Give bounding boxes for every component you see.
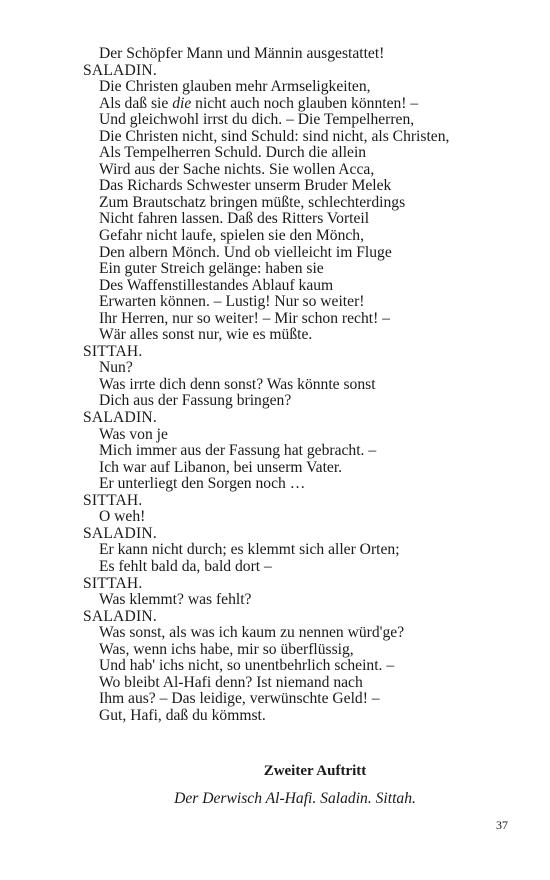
verse-fragment: Als daß sie xyxy=(99,94,173,112)
verse-line: Was, wenn ichs habe, mir so überflüssig, xyxy=(99,640,354,658)
verse-line: Wär alles sonst nur, wie es müßte. xyxy=(99,326,313,344)
verse-line: Mich immer aus der Fassung hat gebracht. – xyxy=(99,442,377,460)
verse-line: Und gleichwohl irrst du dich. – Die Tempelherren, xyxy=(99,111,415,129)
verse-fragment: nicht auch noch glauben könnten! – xyxy=(191,94,419,112)
verse-line: Als Tempelherren Schuld. Durch die allein xyxy=(99,144,367,162)
speaker-name: SALADIN. xyxy=(83,607,157,625)
page-number: 37 xyxy=(496,818,508,832)
verse-line xyxy=(83,96,503,113)
verse-line: Erwarten können. – Lustig! Nur so weiter! xyxy=(99,293,365,311)
verse-line: Zum Brautschatz bringen müßte, schlechterdings xyxy=(99,193,406,211)
verse-line: Die Christen nicht, sind Schuld: sind nicht, als Christen, xyxy=(99,127,450,145)
verse-line: Ihr Herren, nur so weiter! – Mir schon recht! – xyxy=(99,309,390,327)
verse-line: Dich aus der Fassung bringen? xyxy=(99,392,292,410)
verse-line: Wird aus der Sache nichts. Sie wollen Acca, xyxy=(99,160,375,178)
speaker-name: SITTAH. xyxy=(83,574,143,592)
verse-line: Nun? xyxy=(99,359,133,377)
dialogue-text xyxy=(83,46,503,724)
verse-line: Was von je xyxy=(99,425,168,443)
verse-line: Das Richards Schwester unserm Bruder Melek xyxy=(99,177,392,195)
speaker-name: SITTAH. xyxy=(83,342,143,360)
verse-line: Was klemmt? was fehlt? xyxy=(99,591,252,609)
verse-line: Gut, Hafi, daß du kömmst. xyxy=(99,706,266,724)
verse-line: Nicht fahren lassen. Daß des Ritters Vorteil xyxy=(99,210,370,228)
emphasized-word: die xyxy=(172,94,192,112)
verse-line: Was sonst, als was ich kaum zu nennen würd'ge? xyxy=(99,624,405,642)
scene-persons: Der Derwisch Al-Hafi. Saladin. Sittah. xyxy=(174,790,416,807)
verse-line: Was irrte dich denn sonst? Was könnte sonst xyxy=(99,375,376,393)
verse-line: Des Waffenstillestandes Ablauf kaum xyxy=(99,276,334,294)
speaker-name: SALADIN. xyxy=(83,61,157,79)
verse-line: Und hab' ichs nicht, so unentbehrlich scheint. – xyxy=(99,657,395,675)
verse-line: O weh! xyxy=(99,508,146,526)
verse-line: Die Christen glauben mehr Armseligkeiten, xyxy=(99,78,371,96)
verse-line: Wo bleibt Al-Hafi denn? Ist niemand nach xyxy=(99,673,363,691)
verse-line: Es fehlt bald da, bald dort – xyxy=(99,557,272,575)
speaker-name: SALADIN. xyxy=(83,524,157,542)
speaker-name: SITTAH. xyxy=(83,491,143,509)
verse-line: Den albern Mönch. Und ob vielleicht im Fluge xyxy=(99,243,392,261)
verse-line: Er kann nicht durch; es klemmt sich aller Orten; xyxy=(99,541,400,559)
verse-line: Ein guter Streich gelänge: haben sie xyxy=(99,260,324,278)
verse-line: Ich war auf Libanon, bei unserm Vater. xyxy=(99,458,343,476)
verse-line: Ihm aus? – Das leidige, verwünschte Geld! – xyxy=(99,690,380,708)
verse-line: Er unterliegt den Sorgen noch … xyxy=(99,475,306,493)
speaker-name: SALADIN. xyxy=(83,409,157,427)
verse-line: Der Schöpfer Mann und Männin ausgestattet! xyxy=(99,45,385,62)
scene-title: Zweiter Auftritt xyxy=(263,763,367,779)
verse-line: Gefahr nicht laufe, spielen sie den Mönch, xyxy=(99,227,365,245)
